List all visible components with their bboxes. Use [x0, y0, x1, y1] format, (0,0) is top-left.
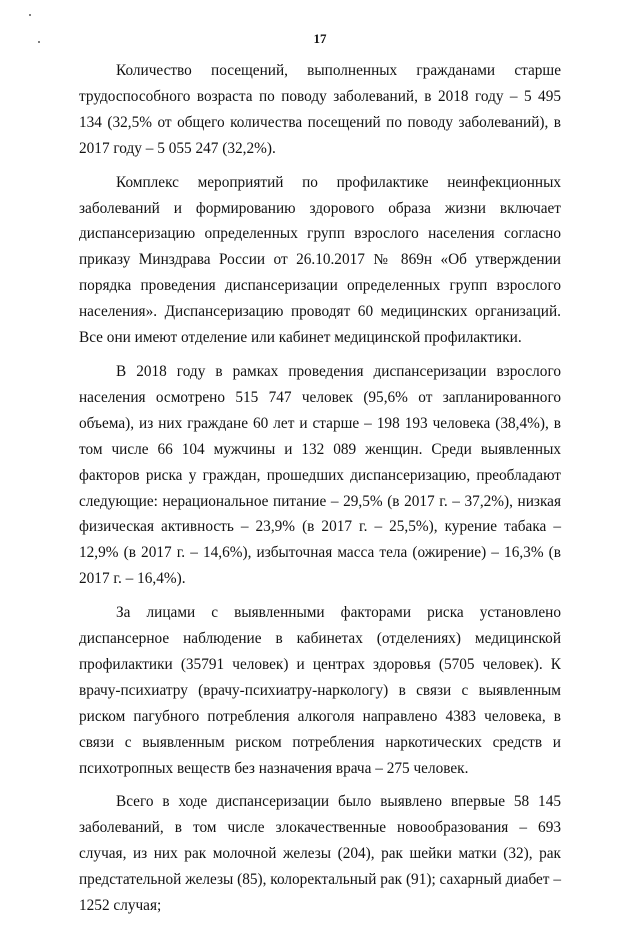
- page-body: [79, 58, 561, 927]
- page-number: 17: [313, 31, 327, 46]
- paragraph-visits: Количество посещений, выполненных гражданами старше трудоспособного возраста по поводу заболеваний, в 2018 году – 5 495 134 (32,5% от общего количества посещений по поводу заболеваний), в 2017 году – 5 055 247 (32,2%).: [79, 62, 561, 157]
- paragraph-detected-diseases: Всего в ходе диспансеризации было выявлено впервые 58 145 заболеваний, в том числе злокачественные новообразования – 693 случая, из них рак молочной железы (204), рак шейки матки (32), рак предстательной железы (85), колоректальный рак (91); сахарный диабет – 1252 случая;: [79, 793, 561, 915]
- paragraph-risk-followup: За лицами с выявленными факторами риска установлено диспансерное наблюдение в кабинетах (отделениях) медицинской профилактики (35791 человек) и центрах здоровья (5705 человек). К врачу-психиатру (врачу-психиатру-наркологу) в связи с выявленным риском пагубного потребления алкоголя направлено 4383 человека, в связи с выявленным риском потребления наркотических средств и психотропных веществ без назначения врача – 275 человек.: [79, 604, 561, 777]
- paragraph-prevention-complex: Комплекс мероприятий по профилактике неинфекционных заболеваний и формированию здорового образа жизни включает диспансеризацию определенных групп взрослого населения согласно приказу Минздрава России от 26.10.2017 № 869н «Об утверждении порядка проведения диспансеризации определенных групп взрослого населения». Диспансеризацию проводят 60 медицинских организаций. Все они имеют отделение или кабинет медицинской профилактики.: [79, 173, 561, 347]
- scan-speck: [29, 14, 31, 16]
- paragraph-screening-2018: В 2018 году в рамках проведения диспансеризации взрослого населения осмотрено 515 747 человек (95,6% от запланированного объема), из них граждане 60 лет и старше – 198 193 человека (38,4%), в том числе 66 104 мужчины и 132 089 женщин. Среди выявленных факторов риска у граждан, прошедших диспансеризацию, преобладают следующие: нерациональное питание – 29,5% (в 2017 г. – 37,2%), низкая физическая активность – 23,9% (в 2017 г. – 25,5%), курение табака – 12,9% (в 2017 г. – 14,6%), избыточная масса тела (ожирение) – 16,3% (в 2017 г. – 16,4%).: [79, 362, 561, 588]
